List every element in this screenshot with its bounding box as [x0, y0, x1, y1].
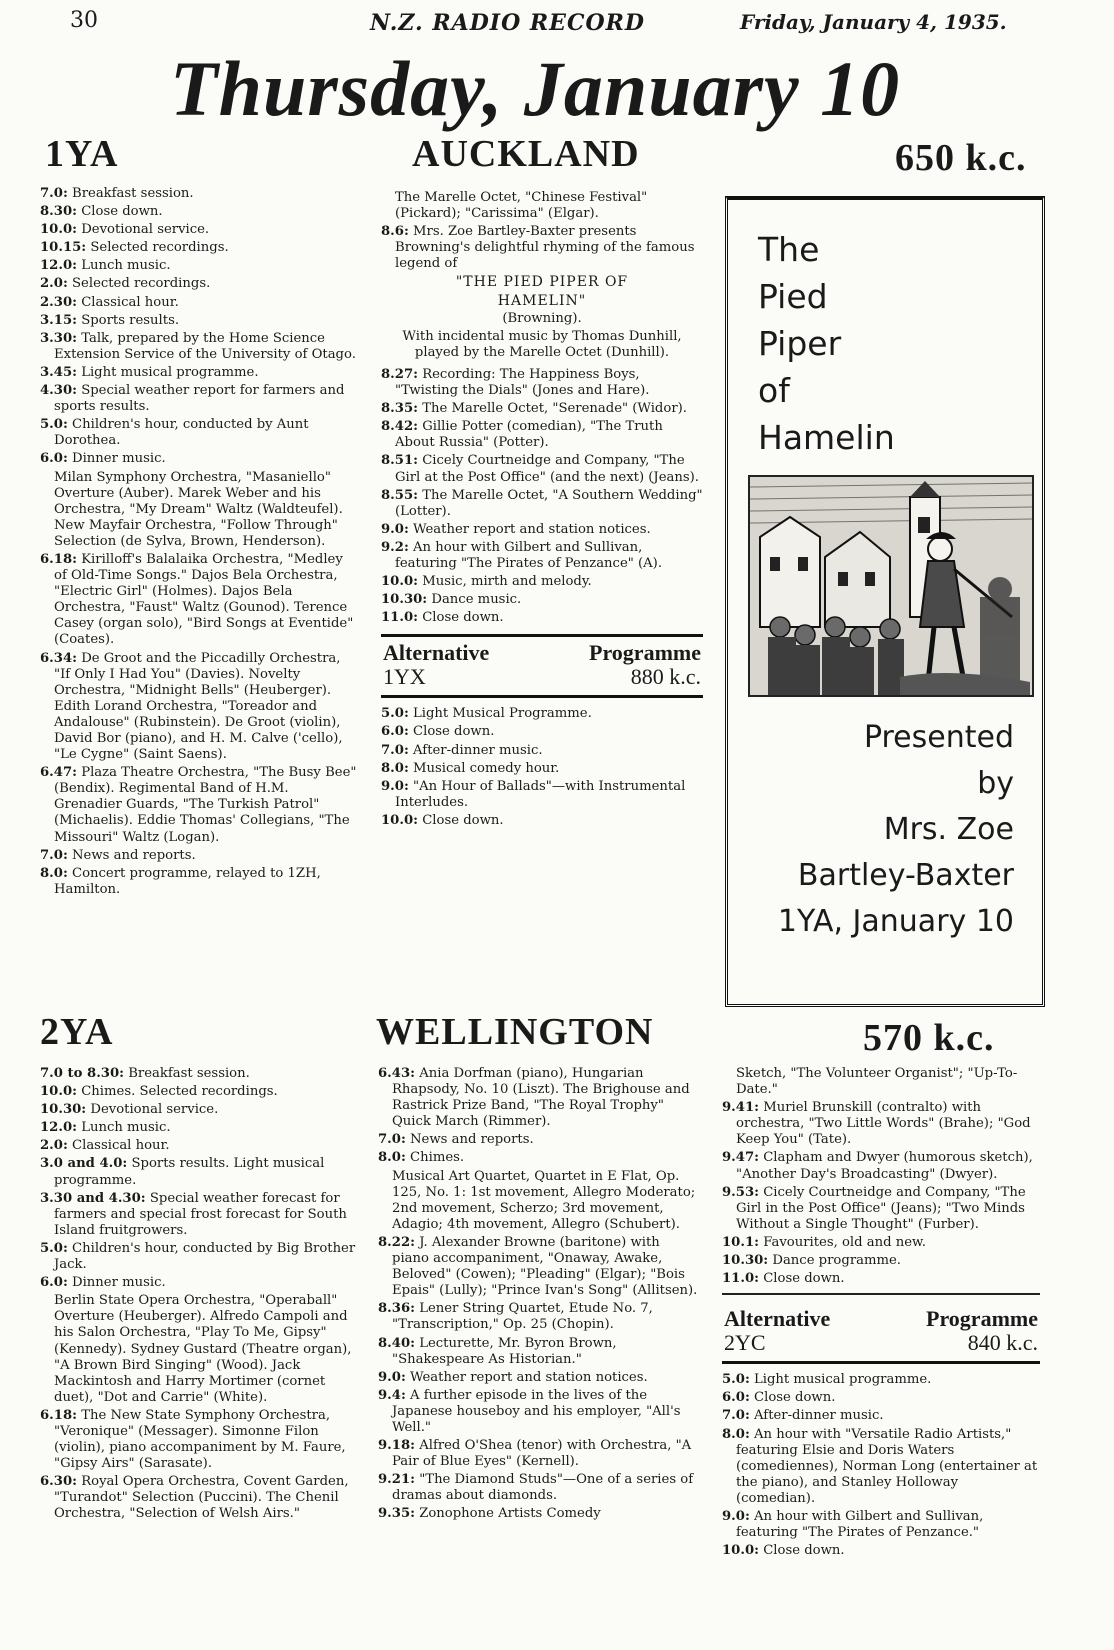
- programme-entry: [40, 204, 358, 220]
- divider: [722, 1293, 1040, 1295]
- entry-text: The Marelle Octet, "Serenade" (Widor).: [422, 401, 687, 417]
- entry-time: 7.0:: [378, 1132, 406, 1148]
- programme-entry: [378, 1301, 698, 1333]
- entry-text: Selected recordings.: [90, 240, 229, 256]
- panel-title-line: Pied: [758, 277, 828, 316]
- column-1ya-programme: [40, 186, 358, 900]
- publication-name: N.Z. RADIO RECORD: [370, 10, 645, 36]
- entry-time: 3.0 and 4.0:: [40, 1156, 128, 1172]
- programme-entry: [381, 540, 703, 572]
- entry-text: Cicely Courtneidge and Company, "The Girl at the Post Office" (and the next) (Jeans).: [395, 453, 699, 485]
- entry-text: Light musical programme.: [754, 1372, 932, 1388]
- entry-text: Gillie Potter (comedian), "The Truth About Russia" (Potter).: [395, 419, 663, 451]
- entry-time: 9.0:: [378, 1369, 406, 1385]
- programme-entry: [378, 1169, 698, 1233]
- entry-time: 5.0:: [722, 1372, 750, 1388]
- entry-text: Cicely Courtneidge and Company, "The Girl in the Post Office" (Jeans); "Two Minds Without a Single Thought" (Furber).: [736, 1184, 1026, 1232]
- programme-entry: [40, 1474, 358, 1522]
- programme-entry: [381, 488, 703, 520]
- entry-text: Close down.: [763, 1271, 845, 1287]
- entry-time: 9.41:: [722, 1100, 759, 1116]
- entry-text: An hour with Gilbert and Sullivan, featuring "The Pirates of Penzance.": [736, 1508, 984, 1541]
- entry-text: "An Hour of Ballads"—with Instrumental Interludes.: [395, 778, 686, 810]
- column-2ya-evening: [378, 1066, 698, 1525]
- feature-title-line2: HAMELIN": [497, 292, 587, 309]
- entry-time: 6.0:: [40, 451, 68, 467]
- programme-entry: [40, 331, 358, 363]
- programme-entry: [381, 401, 703, 417]
- entry-text: Lener String Quartet, Etude No. 7, "Transcription," Op. 25 (Chopin).: [392, 1301, 653, 1333]
- programme-entry: [381, 574, 703, 590]
- entry-text: Lunch music.: [81, 1120, 171, 1136]
- panel-title-line: The: [758, 230, 820, 269]
- programme-entry: [722, 1185, 1040, 1233]
- entry-time: 3.30:: [40, 330, 77, 346]
- entry-time: 8.42:: [381, 419, 418, 435]
- entry-text: Lunch music.: [81, 258, 171, 274]
- entry-text: Light Musical Programme.: [413, 706, 592, 722]
- entry-time: 7.0:: [722, 1408, 750, 1424]
- programme-entry: [381, 813, 703, 829]
- entry-time: 10.15:: [40, 240, 87, 256]
- programme-entry: [378, 1150, 698, 1166]
- entry-time: 8.30:: [40, 204, 77, 220]
- entry-text: Lecturette, Mr. Byron Brown, "Shakespeare As Historian.": [392, 1335, 617, 1367]
- programme-entry: [40, 186, 358, 202]
- programme-entry: [40, 365, 358, 381]
- entry-text: Royal Opera Orchestra, Covent Garden, "Turandot" Selection (Puccini). The Chenil Orchestra, "Selection of Welsh Airs.": [54, 1474, 349, 1522]
- alt-freq: 840 k.c.: [967, 1330, 1038, 1356]
- programme-entry: [378, 1132, 698, 1148]
- programme-entry: [40, 1102, 358, 1118]
- feature-title-line1: "THE PIED PIPER OF: [455, 274, 629, 291]
- entry-time: 2.0:: [40, 1138, 68, 1154]
- entry-time: 6.0:: [40, 1275, 68, 1291]
- programme-entry: [40, 258, 358, 274]
- programme-entry: [40, 1191, 358, 1239]
- entry-time: 6.43:: [378, 1066, 415, 1081]
- entry-time: 12.0:: [40, 258, 77, 274]
- entry-text: Milan Symphony Orchestra, "Masaniello" Overture (Auber). Marek Weber and his Orchestra, "My Dream" Waltz (Waldteufel). New Mayfair Orchestra, "Follow Through" Selection (de Sylva, Brown, Henderson).: [54, 469, 343, 549]
- programme-entry: [381, 724, 703, 740]
- entry-text: J. Alexander Browne (baritone) with piano accompaniment, "Onaway, Awake, Beloved" (Cowen); "Pleading" (Elgar); "Bois Epais" (Lully); "Prince Ivan's Song" (Allitsen).: [392, 1234, 698, 1299]
- programme-entry: [40, 451, 358, 467]
- entry-time: 7.0:: [40, 847, 68, 863]
- programme-entry: [378, 1336, 698, 1368]
- programme-entry: [381, 190, 703, 222]
- entry-time: 10.0:: [722, 1543, 759, 1559]
- entry-time: 9.0:: [722, 1508, 750, 1524]
- entry-time: 9.4:: [378, 1387, 406, 1403]
- entry-time: 10.0:: [40, 1084, 77, 1100]
- entry-time: 8.0:: [381, 760, 409, 776]
- entry-time: 5.0:: [40, 417, 68, 433]
- entry-time: 8.0:: [378, 1150, 406, 1166]
- programme-entry: [381, 779, 703, 811]
- entry-text: Chimes.: [410, 1150, 465, 1166]
- programme-entry: [40, 417, 358, 449]
- entry-time: 11.0:: [722, 1271, 759, 1287]
- entry-text: The Marelle Octet, "A Southern Wedding" (Lotter).: [395, 487, 703, 519]
- programme-entry: [722, 1390, 1040, 1406]
- entry-text: Kirilloff's Balalaika Orchestra, "Medley of Old-Time Songs." Dajos Bela Orchestra, "Electric Girl" (Holmes). Dajos Bela Orchestra, "Faust" Waltz (Gounod). Terence Casey (organ solo), "Bird Songs at Eventide" (Coates).: [54, 551, 354, 648]
- entry-text: Close down.: [422, 610, 504, 626]
- entry-text: Music, mirth and melody.: [422, 574, 592, 590]
- panel-presented-line: Presented: [863, 720, 1014, 755]
- entry-text: Dinner music.: [72, 1275, 166, 1291]
- entry-time: 10.0:: [40, 222, 77, 238]
- entry-text: A further episode in the lives of the Japanese houseboy and his employer, "All's Well.": [392, 1387, 681, 1435]
- entry-time: 6.0:: [722, 1390, 750, 1406]
- entry-text: Favourites, old and new.: [763, 1234, 926, 1250]
- entry-time: 8.0:: [40, 865, 68, 881]
- programme-entry: [381, 522, 703, 538]
- entry-text: Concert programme, relayed to 1ZH, Hamilton.: [54, 865, 321, 897]
- station-call-2ya: 2YA: [40, 1011, 114, 1053]
- entry-time: 6.30:: [40, 1474, 77, 1490]
- entry-text: Breakfast session.: [72, 186, 194, 201]
- alternative-programme-2yc-header: [722, 1303, 1040, 1364]
- programme-entry: [40, 470, 358, 550]
- alternative-programme-1yx-header: [381, 634, 703, 698]
- entry-time: 7.0 to 8.30:: [40, 1066, 124, 1081]
- panel-presented-line: Mrs. Zoe: [883, 812, 1014, 847]
- entry-text: An hour with Gilbert and Sullivan, featuring "The Pirates of Penzance" (A).: [395, 539, 663, 571]
- entry-text: Weather report and station notices.: [410, 1369, 648, 1385]
- entry-time: 2.30:: [40, 294, 77, 310]
- entry-text: The New State Symphony Orchestra, "Veronique" (Messager). Simonne Filon (violin), piano accompaniment by M. Faure, "Gipsy Airs" (Sarasate).: [54, 1407, 346, 1472]
- programme-entry: [722, 1253, 1040, 1269]
- programme-entry: [722, 1427, 1040, 1507]
- column-1ya-evening: [381, 190, 703, 831]
- programme-entry: [40, 552, 358, 649]
- programme-entry: [381, 453, 703, 485]
- entry-text: Alfred O'Shea (tenor) with Orchestra, "A Pair of Blue Eyes" (Kernell).: [392, 1438, 692, 1470]
- entry-text: Close down.: [413, 724, 495, 740]
- entry-time: 9.21:: [378, 1472, 415, 1488]
- programme-entry: [40, 1293, 358, 1406]
- entry-text: Classical hour.: [72, 1138, 170, 1154]
- programme-entry: [40, 276, 358, 292]
- alt-call: 2YC: [724, 1330, 766, 1356]
- programme-entry: [381, 224, 703, 272]
- entry-time: 8.51:: [381, 453, 418, 469]
- entry-time: 3.30 and 4.30:: [40, 1190, 146, 1206]
- programme-entry: [722, 1543, 1040, 1559]
- entry-text: Sports results.: [81, 312, 180, 328]
- entry-time: 6.0:: [381, 724, 409, 740]
- entry-time: 8.40:: [378, 1335, 415, 1351]
- programme-entry: [722, 1509, 1040, 1541]
- programme-entry: [381, 706, 703, 722]
- alt-label-programme: Programme: [926, 1306, 1038, 1332]
- entry-text: Close down.: [754, 1390, 836, 1406]
- entry-time: 6.47:: [40, 765, 77, 781]
- programme-entry: [381, 419, 703, 451]
- programme-entry: [722, 1271, 1040, 1287]
- programme-entry: [40, 848, 358, 864]
- entry-text: Musical comedy hour.: [413, 760, 560, 776]
- entry-time: 8.22:: [378, 1234, 415, 1250]
- programme-entry: [40, 1120, 358, 1136]
- panel-presented-line: by: [977, 766, 1014, 801]
- alt-call: 1YX: [383, 664, 426, 690]
- entry-time: 9.0:: [381, 778, 409, 794]
- entry-time: 11.0:: [381, 610, 418, 626]
- entry-text: Mrs. Zoe Bartley-Baxter presents Browning's delightful rhyming of the famous legend of: [395, 224, 695, 272]
- panel-presented-line: 1YA, January 10: [777, 904, 1014, 939]
- entry-text: Weather report and station notices.: [413, 521, 651, 537]
- entry-time: 4.30:: [40, 383, 77, 399]
- entry-time: 7.0:: [40, 186, 68, 201]
- entry-text: Chimes. Selected recordings.: [81, 1084, 278, 1100]
- alt-label: Alternative: [383, 640, 490, 666]
- programme-entry: [378, 1066, 698, 1130]
- entry-time: 9.53:: [722, 1184, 759, 1200]
- entry-text: Dinner music.: [72, 451, 166, 467]
- entry-text: Clapham and Dwyer (humorous sketch), "Another Day's Broadcasting" (Dwyer).: [736, 1150, 1033, 1182]
- issue-date: Friday, January 4, 1935.: [740, 10, 1007, 34]
- illustration: [748, 475, 1034, 697]
- entry-text: After-dinner music.: [754, 1408, 884, 1424]
- entry-text: Close down.: [81, 204, 163, 220]
- feature-panel: [725, 196, 1045, 1007]
- day-title: Thursday, January 10: [170, 45, 901, 132]
- station-city-wellington: WELLINGTON: [376, 1011, 654, 1053]
- entry-time: 8.27:: [381, 366, 418, 382]
- entry-time: 9.2:: [381, 539, 409, 555]
- programme-entry: [378, 1438, 698, 1470]
- programme-entry: [381, 592, 703, 608]
- programme-entry: [722, 1066, 1040, 1098]
- entry-text: Classical hour.: [81, 294, 179, 310]
- entry-text: Ania Dorfman (piano), Hungarian Rhapsody, No. 10 (Liszt). The Brighouse and Rastrick Prize Band, "The Royal Trophy" Quick March (Rimmer).: [392, 1066, 690, 1130]
- programme-entry: [40, 866, 358, 898]
- feature-author: (Browning).: [502, 310, 582, 326]
- entry-time: 8.36:: [378, 1301, 415, 1317]
- panel-title-line: Piper: [758, 324, 842, 363]
- entry-text: Special weather forecast for farmers and special frost forecast for South Island fruitgrowers.: [54, 1190, 347, 1238]
- programme-entry: [40, 295, 358, 311]
- entry-text: Devotional service.: [90, 1102, 219, 1118]
- entry-text: Sketch, "The Volunteer Organist"; "Up-To-Date.": [736, 1066, 1018, 1098]
- entry-time: 12.0:: [40, 1120, 77, 1136]
- entry-text: Dance programme.: [772, 1253, 901, 1269]
- feature-music-note: With incidental music by Thomas Dunhill, played by the Marelle Octet (Dunhill).: [402, 328, 682, 360]
- panel-title-line: Hamelin: [758, 418, 895, 457]
- entry-text: Children's hour, conducted by Aunt Dorothea.: [54, 417, 309, 449]
- entry-text: Light musical programme.: [81, 364, 259, 380]
- entry-text: Berlin State Opera Orchestra, "Operaball" Overture (Heuberger). Alfredo Campoli and his Salon Orchestra, "Play To Me, Gipsy" (Kennedy). Sydney Gustard (Theatre organ), "A Brown Bird Singing" (Wood). Jack Mackintosh and Harry Mortimer (cornet duet), "Dot and Carrie" (White).: [54, 1293, 352, 1405]
- programme-entry: [40, 1241, 358, 1273]
- panel-title-line: of: [758, 371, 790, 410]
- programme-entry: [381, 367, 703, 399]
- programme-entry: [378, 1472, 698, 1504]
- programme-entry: [40, 1408, 358, 1472]
- programme-entry: [40, 1275, 358, 1291]
- alt-label: Alternative: [724, 1306, 831, 1332]
- entry-time: 6.34:: [40, 650, 77, 666]
- entry-time: 8.0:: [722, 1426, 750, 1442]
- programme-entry: [722, 1150, 1040, 1182]
- entry-time: 10.0:: [381, 812, 418, 828]
- entry-time: 9.0:: [381, 521, 409, 537]
- entry-text: Devotional service.: [81, 222, 210, 238]
- entry-time: 3.45:: [40, 364, 77, 380]
- programme-entry: [381, 610, 703, 626]
- station-city-auckland: AUCKLAND: [412, 133, 640, 175]
- programme-entry: [722, 1408, 1040, 1424]
- station-freq-570: 570 k.c.: [863, 1017, 995, 1059]
- programme-entry: [40, 1156, 358, 1188]
- pied-piper-illustration: [750, 477, 1032, 695]
- alt-freq: 880 k.c.: [630, 664, 701, 690]
- programme-entry: [722, 1235, 1040, 1251]
- entry-text: Plaza Theatre Orchestra, "The Busy Bee" (Bendix). Regimental Band of H.M. Grenadier Guards, "The Turkish Patrol" (Michaelis). Eddie Thomas' Collegians, "The Missouri" Waltz (Logan).: [54, 765, 357, 845]
- entry-time: 3.15:: [40, 312, 77, 328]
- entry-text: Close down.: [422, 812, 504, 828]
- entry-text: Musical Art Quartet, Quartet in E Flat, Op. 125, No. 1: 1st movement, Allegro Moderato; 2nd movement, Scherzo; 3rd movement, Adagio; 4th movement, Allegro (Schubert).: [392, 1168, 696, 1232]
- entry-text: Muriel Brunskill (contralto) with orchestra, "Two Little Words" (Brahe); "God Keep You" (Tate).: [736, 1100, 1031, 1148]
- entry-text: News and reports.: [410, 1132, 534, 1148]
- programme-entry: [722, 1372, 1040, 1388]
- programme-entry: [40, 383, 358, 415]
- entry-time: 2.0:: [40, 276, 68, 292]
- programme-entry: [40, 240, 358, 256]
- entry-time: 10.30:: [381, 592, 428, 608]
- column-2ya-day: [40, 1066, 358, 1525]
- entry-time: 10.30:: [40, 1102, 87, 1118]
- programme-entry: [40, 1138, 358, 1154]
- entry-text: The Marelle Octet, "Chinese Festival" (Pickard); "Carissima" (Elgar).: [395, 190, 648, 222]
- entry-time: 5.0:: [40, 1240, 68, 1256]
- entry-text: Selected recordings.: [72, 276, 211, 292]
- entry-text: Special weather report for farmers and sports results.: [54, 383, 345, 415]
- entry-time: 10.0:: [381, 574, 418, 590]
- entry-time: 9.47:: [722, 1150, 759, 1166]
- programme-entry: [40, 222, 358, 238]
- entry-text: Breakfast session.: [128, 1066, 250, 1081]
- entry-text: Recording: The Happiness Boys, "Twisting the Dials" (Jones and Hare).: [395, 366, 650, 399]
- entry-time: 7.0:: [381, 742, 409, 758]
- programme-entry: [40, 651, 358, 764]
- entry-time: 8.6:: [381, 224, 409, 240]
- entry-time: 10.30:: [722, 1253, 769, 1269]
- entry-text: Children's hour, conducted by Big Brother Jack.: [54, 1240, 356, 1273]
- entry-text: "The Diamond Studs"—One of a series of dramas about diamonds.: [392, 1472, 694, 1504]
- programme-entry: [378, 1388, 698, 1436]
- programme-entry: [381, 743, 703, 759]
- entry-text: Sports results. Light musical programme.: [54, 1156, 325, 1188]
- alt-label-programme: Programme: [589, 640, 701, 666]
- station-call-1ya: 1YA: [45, 133, 119, 175]
- programme-entry: [378, 1235, 698, 1299]
- entry-text: Dance music.: [431, 592, 522, 608]
- entry-text: De Groot and the Piccadilly Orchestra, "If Only I Had You" (Davies). Novelty Orchestra, "Midnight Bells" (Heuberger). Edith Lorand Orchestra, "Toreador and Andalouse" (Rubinstein). De Groot (violin), David Bor (piano), and H. M. Calve ('cello), "Le Cygne" (Saint Saens).: [54, 650, 343, 763]
- entry-text: An hour with "Versatile Radio Artists," featuring Elsie and Doris Waters (comediennes), Norman Long (entertainer at the piano), and Stanley Holloway (comedian).: [736, 1426, 1038, 1506]
- entry-text: Talk, prepared by the Home Science Extension Service of the University of Otago.: [54, 330, 356, 362]
- programme-entry: [378, 1506, 698, 1522]
- entry-time: 9.35:: [378, 1506, 415, 1522]
- entry-time: 9.18:: [378, 1438, 415, 1454]
- entry-time: 6.18:: [40, 1407, 77, 1423]
- page-number: 30: [70, 8, 98, 33]
- entry-time: 5.0:: [381, 706, 409, 722]
- entry-time: 10.1:: [722, 1234, 759, 1250]
- column-2ya-late: [722, 1066, 1040, 1561]
- entry-text: News and reports.: [72, 847, 196, 863]
- programme-entry: [40, 1084, 358, 1100]
- programme-entry: [40, 313, 358, 329]
- entry-text: Close down.: [763, 1543, 845, 1559]
- entry-time: 8.55:: [381, 487, 418, 503]
- entry-text: After-dinner music.: [413, 742, 543, 758]
- programme-entry: [40, 765, 358, 845]
- station-freq-650: 650 k.c.: [895, 137, 1027, 179]
- programme-entry: [381, 761, 703, 777]
- entry-time: 6.18:: [40, 551, 77, 567]
- entry-time: 8.35:: [381, 401, 418, 417]
- panel-presented-line: Bartley-Baxter: [797, 858, 1014, 893]
- programme-entry: [378, 1370, 698, 1386]
- programme-entry: [722, 1100, 1040, 1148]
- entry-text: Zonophone Artists Comedy: [419, 1506, 601, 1522]
- programme-entry: [40, 1066, 358, 1082]
